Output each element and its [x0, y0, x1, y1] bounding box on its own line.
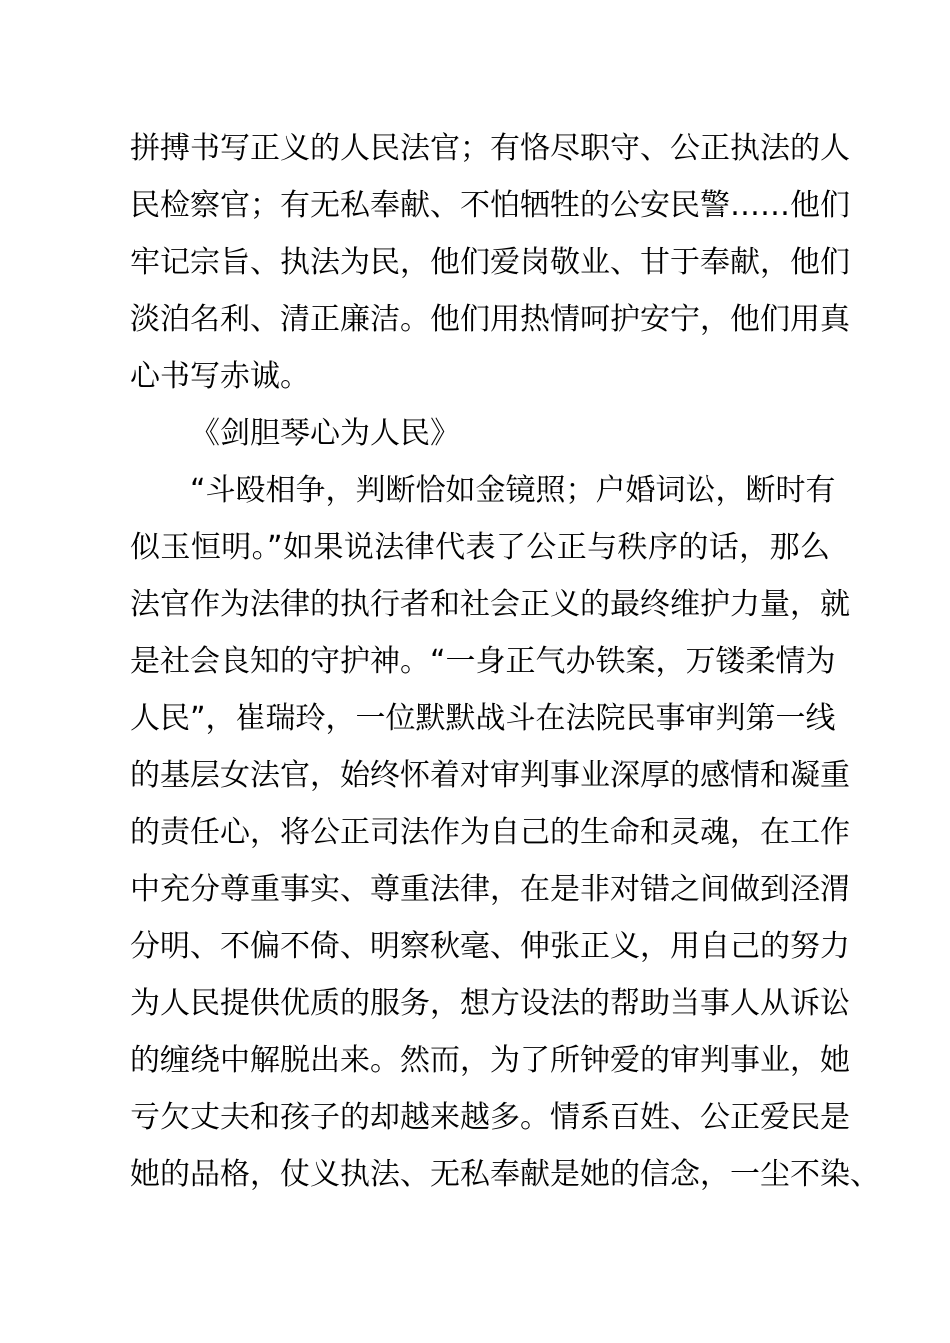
text-line: 的缠绕中解脱出来。然而，为了所钟爱的审判事业，她: [130, 1043, 850, 1078]
text-line: 中充分尊重事实、尊重法律，在是非对错之间做到泾渭: [130, 872, 850, 907]
text-line: “斗殴相争，判断恰如金镜照；户婚词讼，断时有: [190, 473, 836, 508]
text-line: 的基层女法官，始终怀着对审判事业深厚的感情和凝重: [130, 758, 850, 793]
text-line: 她的品格，仗义执法、无私奉献是她的信念，一尘不染、: [130, 1157, 880, 1192]
document-body: [130, 120, 880, 1203]
text-line: 分明、不偏不倚、明察秋毫、伸张正义，用自己的努力: [130, 929, 850, 964]
paragraph-2: [130, 462, 880, 1203]
text-line: 淡泊名利、清正廉洁。他们用热情呵护安宁，他们用真: [130, 302, 850, 337]
paragraph-1: [130, 120, 850, 405]
section-title: [130, 405, 830, 462]
title-text: 《剑胆琴心为人民》: [190, 416, 460, 451]
text-line: 是社会良知的守护神。“一身正气办铁案，万镂柔情为: [130, 644, 836, 679]
text-line: 法官作为法律的执行者和社会正义的最终维护力量，就: [130, 587, 850, 622]
text-line: 心书写赤诚。: [130, 359, 310, 394]
text-line: 似玉恒明。”如果说法律代表了公正与秩序的话，那么: [130, 530, 830, 565]
text-line: 人民”，崔瑞玲，一位默默战斗在法院民事审判第一线: [130, 701, 836, 736]
text-line: 为人民提供优质的服务，想方设法的帮助当事人从诉讼: [130, 986, 850, 1021]
text-line: 的责任心，将公正司法作为自己的生命和灵魂，在工作: [130, 815, 850, 850]
text-line: 民检察官；有无私奉献、不怕牺牲的公安民警……他们: [130, 188, 850, 223]
text-line: 牢记宗旨、执法为民，他们爱岗敬业、甘于奉献，他们: [130, 245, 850, 280]
text-line: 拼搏书写正义的人民法官；有恪尽职守、公正执法的人: [130, 131, 850, 166]
text-line: 亏欠丈夫和孩子的却越来越多。情系百姓、公正爱民是: [130, 1100, 850, 1135]
